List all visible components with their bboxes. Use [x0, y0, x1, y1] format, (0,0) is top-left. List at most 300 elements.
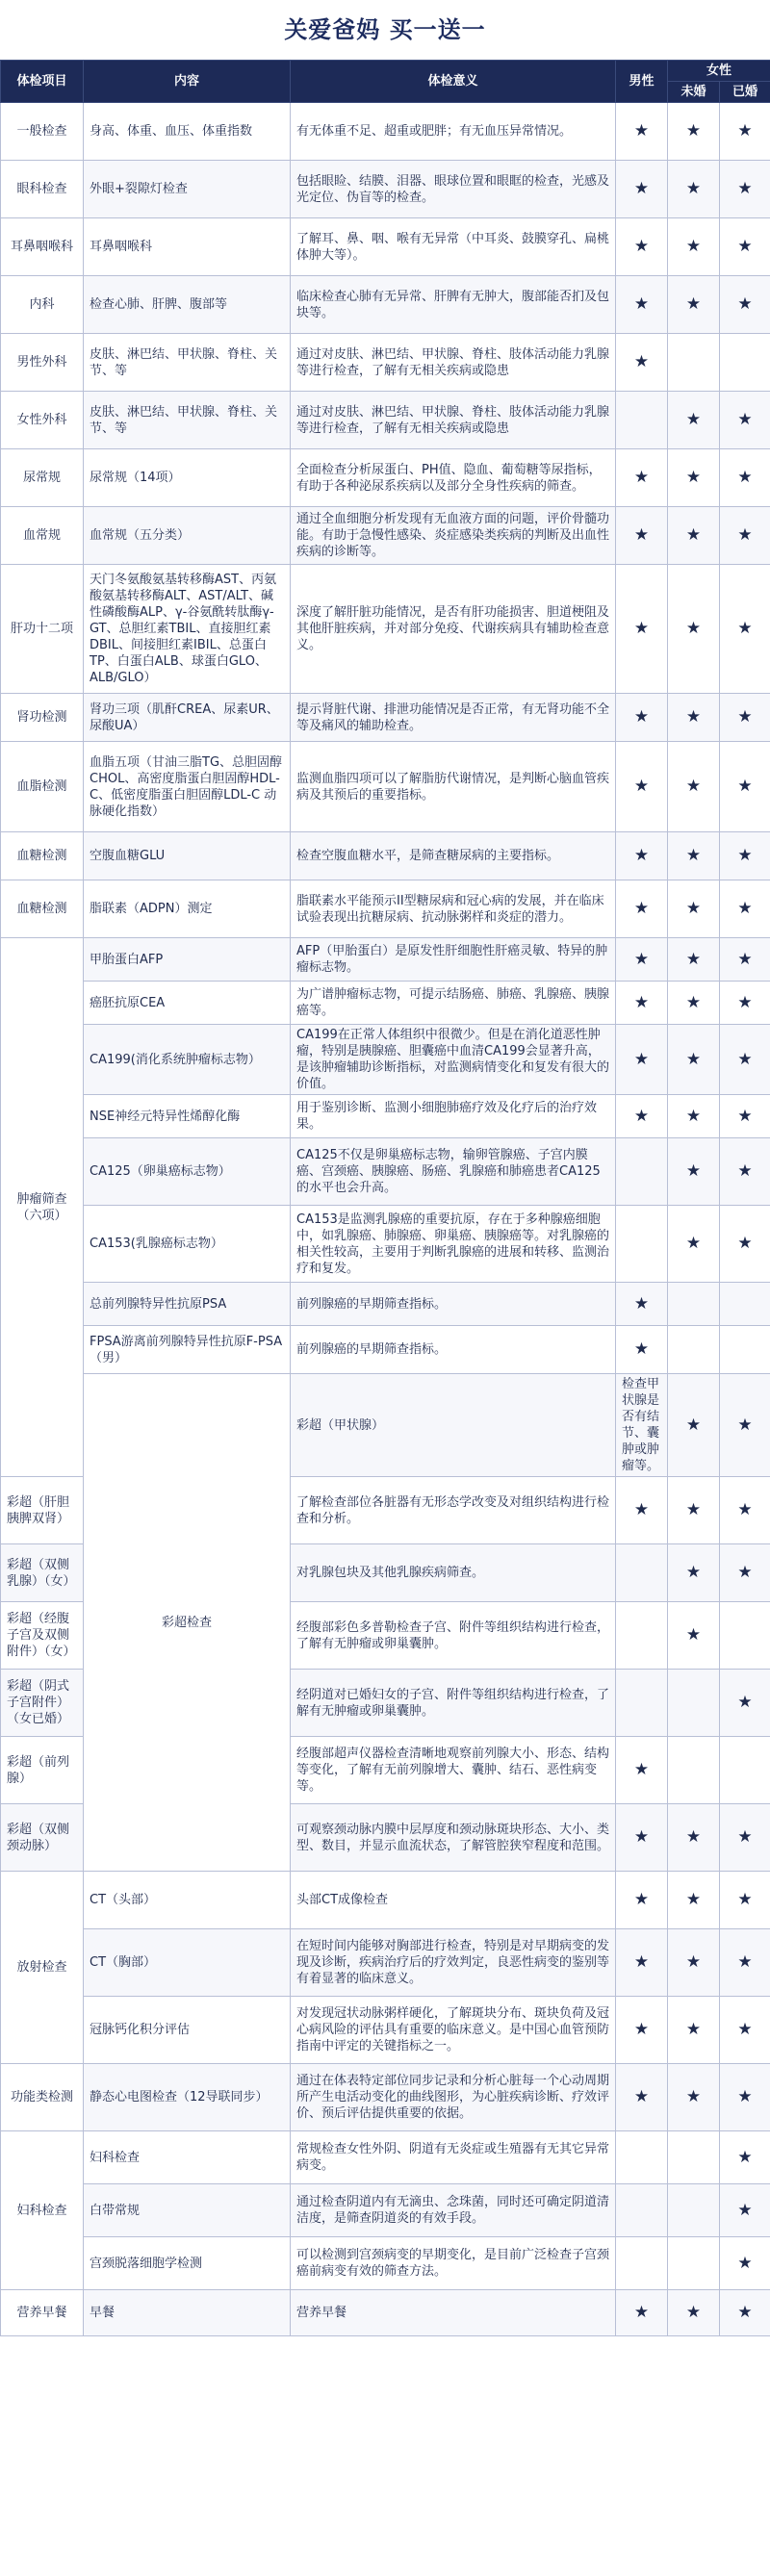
- content-cell: 肾功三项（肌酐CREA、尿素UR、尿酸UA）: [84, 694, 291, 742]
- meaning-cell: 了解耳、鼻、咽、喉有无异常（中耳炎、鼓膜穿孔、扁桃体肿大等）。: [291, 218, 616, 276]
- table-row: [1, 938, 770, 982]
- content-cell: 癌胚抗原CEA: [84, 982, 291, 1025]
- star-icon: ★: [633, 237, 650, 256]
- unmarried-cell: [668, 1872, 720, 1929]
- table-row: [1, 334, 770, 392]
- male-cell: [616, 276, 668, 334]
- married-cell: [720, 449, 770, 507]
- meaning-cell: 监测血脂四项可以了解脂肪代谢情况，是判断心脑血管疾病及其预后的重要指标。: [291, 742, 616, 832]
- meaning-cell: 为广谱肿瘤标志物，可提示结肠癌、肺癌、乳腺癌、胰腺癌等。: [291, 982, 616, 1025]
- unmarried-cell: [668, 1997, 720, 2064]
- unmarried-cell: [668, 1804, 720, 1872]
- content-cell: 尿常规（14项）: [84, 449, 291, 507]
- married-cell: [720, 938, 770, 982]
- unmarried-cell: [668, 2290, 720, 2336]
- star-icon: ★: [737, 1500, 753, 1519]
- married-cell: [720, 334, 770, 392]
- table-row: [1, 1997, 770, 2064]
- star-icon: ★: [737, 179, 753, 198]
- meaning-cell: 常规检查女性外阴、阴道有无炎症或生殖器有无其它异常病变。: [291, 2131, 616, 2184]
- content-cell: 静态心电图检查（12导联同步）: [84, 2064, 291, 2131]
- star-icon: ★: [737, 1952, 753, 1972]
- category-cell: 肿瘤筛查（六项）: [1, 938, 84, 1477]
- content-cell: 彩超（双侧乳腺）（女）: [1, 1544, 84, 1602]
- star-icon: ★: [685, 1952, 702, 1972]
- star-icon: ★: [633, 1890, 650, 1909]
- content-cell: 血脂五项（甘油三脂TG、总胆固醇CHOL、高密度脂蛋白胆固醇HDL-C、低密度脂蛋白胆固醇LDL-C 动脉硬化指数）: [84, 742, 291, 832]
- star-icon: ★: [685, 992, 702, 1012]
- star-icon: ★: [737, 707, 753, 727]
- category-cell: 肝功十二项: [1, 565, 84, 694]
- unmarried-cell: [668, 694, 720, 742]
- content-cell: CA199(消化系统肿瘤标志物）: [84, 1025, 291, 1095]
- unmarried-cell: [668, 1206, 720, 1283]
- meaning-cell: 对发现冠状动脉粥样硬化，了解斑块分布、斑块负荷及冠心病风险的评估具有重要的临床意义。是中国心血管预防指南中评定的关键指标之一。: [291, 1997, 616, 2064]
- table-row: [1, 694, 770, 742]
- married-cell: [720, 218, 770, 276]
- star-icon: ★: [685, 949, 702, 969]
- married-cell: [720, 1544, 770, 1602]
- star-icon: ★: [685, 468, 702, 487]
- male-cell: [616, 507, 668, 565]
- table-row: [1, 392, 770, 449]
- category-cell: 血糖检测: [1, 880, 84, 938]
- category-cell: 尿常规: [1, 449, 84, 507]
- married-cell: [720, 161, 770, 218]
- star-icon: ★: [737, 1890, 753, 1909]
- star-icon: ★: [633, 1293, 650, 1314]
- table-row: [1, 103, 770, 161]
- category-cell: 肾功检测: [1, 694, 84, 742]
- star-icon: ★: [633, 525, 650, 545]
- table-row: [1, 1138, 770, 1206]
- star-icon: ★: [685, 179, 702, 198]
- unmarried-cell: [668, 1095, 720, 1138]
- table-row: [1, 507, 770, 565]
- married-cell: [720, 392, 770, 449]
- unmarried-cell: [668, 1283, 720, 1326]
- male-cell: [616, 1283, 668, 1326]
- star-icon: ★: [685, 1234, 702, 1253]
- table-header: [1, 61, 770, 103]
- male-cell: [616, 218, 668, 276]
- male-cell: [616, 334, 668, 392]
- category-cell: 放射检查: [1, 1872, 84, 2064]
- meaning-cell: 包括眼睑、结膜、泪器、眼球位置和眼眶的检查，光感及光定位、伪盲等的检查。: [291, 161, 616, 218]
- star-icon: ★: [737, 1234, 753, 1253]
- content-cell: 总前列腺特异性抗原PSA: [84, 1283, 291, 1326]
- content-cell: 彩超（阴式子宫附件）（女已婚）: [1, 1670, 84, 1737]
- unmarried-cell: [668, 1929, 720, 1997]
- table-row: [1, 2237, 770, 2290]
- star-icon: ★: [633, 2020, 650, 2039]
- star-icon: ★: [685, 1625, 702, 1645]
- content-cell: 耳鼻咽喉科: [84, 218, 291, 276]
- content-cell: FPSA游离前列腺特异性抗原F-PSA（男）: [84, 1326, 291, 1374]
- content-cell: 甲胎蛋白AFP: [84, 938, 291, 982]
- meaning-cell: 通过对皮肤、淋巴结、甲状腺、脊柱、肢体活动能力乳腺等进行检查，了解有无相关疾病或隐患: [291, 334, 616, 392]
- star-icon: ★: [737, 1049, 753, 1069]
- unmarried-cell: [668, 1477, 720, 1544]
- table-row: [1, 982, 770, 1025]
- star-icon: ★: [685, 619, 702, 638]
- star-icon: ★: [633, 619, 650, 638]
- content-cell: 彩超（前列腺）: [1, 1737, 84, 1804]
- meaning-cell: 经腹部超声仪器检查清晰地观察前列腺大小、形态、结构等变化，了解有无前列腺增大、囊肿、结石、恶性病变等。: [291, 1737, 616, 1804]
- male-cell: [616, 1477, 668, 1544]
- star-icon: ★: [633, 179, 650, 198]
- table-row: [1, 218, 770, 276]
- star-icon: ★: [737, 777, 753, 796]
- married-cell: [720, 1138, 770, 1206]
- table-row: [1, 880, 770, 938]
- married-cell: [720, 103, 770, 161]
- content-cell: 天门冬氨酸氨基转移酶AST、丙氨酸氨基转移酶ALT、AST/ALT、碱性磷酸酶ALP、γ-谷氨酰转肽酶γ-GT、总胆红素TBIL、直接胆红素DBIL、间接胆红素IBIL、总蛋白TP、白蛋白ALB、球蛋白GLO、ALB/GLO）: [84, 565, 291, 694]
- header-unmarried: 未婚: [668, 82, 720, 103]
- married-cell: [720, 1602, 770, 1670]
- married-cell: [720, 276, 770, 334]
- unmarried-cell: [668, 1326, 720, 1374]
- content-cell: NSE神经元特异性烯醇化酶: [84, 1095, 291, 1138]
- content-cell: 宫颈脱落细胞学检测: [84, 2237, 291, 2290]
- unmarried-cell: [668, 1025, 720, 1095]
- meaning-cell: 对乳腺包块及其他乳腺疾病筛查。: [291, 1544, 616, 1602]
- married-cell: [720, 565, 770, 694]
- star-icon: ★: [633, 1760, 650, 1779]
- content-cell: CA153(乳腺癌标志物）: [84, 1206, 291, 1283]
- table-row: [1, 1025, 770, 1095]
- star-icon: ★: [685, 707, 702, 727]
- unmarried-cell: [720, 1374, 770, 1477]
- unmarried-cell: [668, 507, 720, 565]
- unmarried-cell: [668, 276, 720, 334]
- unmarried-cell: [668, 392, 720, 449]
- male-cell: [616, 2131, 668, 2184]
- star-icon: ★: [737, 619, 753, 638]
- category-cell: 一般检查: [1, 103, 84, 161]
- meaning-cell: 检查空腹血糖水平，是筛查糖尿病的主要指标。: [291, 832, 616, 880]
- content-cell: CA125（卵巢癌标志物）: [84, 1138, 291, 1206]
- male-cell: [616, 565, 668, 694]
- star-icon: ★: [685, 1827, 702, 1847]
- unmarried-cell: [668, 2064, 720, 2131]
- star-icon: ★: [737, 1415, 753, 1435]
- star-icon: ★: [633, 846, 650, 865]
- star-icon: ★: [685, 1161, 702, 1181]
- star-icon: ★: [685, 1415, 702, 1435]
- male-cell: [668, 1374, 720, 1477]
- header-female: 女性: [668, 61, 770, 82]
- star-icon: ★: [685, 410, 702, 429]
- meaning-cell: 可以检测到宫颈病变的早期变化，是目前广泛检查子宫颈癌前病变有效的筛查方法。: [291, 2237, 616, 2290]
- married-cell: [720, 1206, 770, 1283]
- married-cell: [720, 694, 770, 742]
- content-cell: 彩超（肝胆胰脾双肾）: [1, 1477, 84, 1544]
- male-cell: [616, 2290, 668, 2336]
- meaning-cell: 营养早餐: [291, 2290, 616, 2336]
- male-cell: [616, 742, 668, 832]
- unmarried-cell: [668, 449, 720, 507]
- header-content: 内容: [84, 61, 291, 103]
- star-icon: ★: [633, 121, 650, 140]
- male-cell: [616, 1025, 668, 1095]
- table-row: [1, 565, 770, 694]
- married-cell: [720, 1477, 770, 1544]
- married-cell: [720, 832, 770, 880]
- star-icon: ★: [737, 2147, 753, 2167]
- content-cell: 白带常规: [84, 2184, 291, 2237]
- star-icon: ★: [737, 2253, 753, 2273]
- star-icon: ★: [685, 1500, 702, 1519]
- star-icon: ★: [633, 1049, 650, 1069]
- category-cell: 男性外科: [1, 334, 84, 392]
- table-row: [1, 832, 770, 880]
- married-cell: [720, 982, 770, 1025]
- star-icon: ★: [685, 899, 702, 918]
- star-icon: ★: [685, 2087, 702, 2106]
- star-icon: ★: [737, 846, 753, 865]
- male-cell: [616, 938, 668, 982]
- header-married: 已婚: [720, 82, 770, 103]
- star-icon: ★: [737, 1827, 753, 1847]
- star-icon: ★: [737, 294, 753, 314]
- married-cell: [720, 2131, 770, 2184]
- table-row: [1, 1206, 770, 1283]
- meaning-cell: CA125不仅是卵巢癌标志物，输卵管腺癌、子宫内膜癌、宫颈癌、胰腺癌、肠癌、乳腺癌和肺癌患者CA125的水平也会升高。: [291, 1138, 616, 1206]
- star-icon: ★: [685, 2020, 702, 2039]
- star-icon: ★: [737, 121, 753, 140]
- star-icon: ★: [737, 1161, 753, 1181]
- meaning-cell: 头部CT成像检查: [291, 1872, 616, 1929]
- category-cell: 耳鼻咽喉科: [1, 218, 84, 276]
- meaning-cell: 前列腺癌的早期筛查指标。: [291, 1326, 616, 1374]
- married-cell: [720, 1095, 770, 1138]
- table-row: [1, 742, 770, 832]
- star-icon: ★: [685, 1106, 702, 1126]
- star-icon: ★: [633, 949, 650, 969]
- star-icon: ★: [633, 707, 650, 727]
- content-cell: 空腹血糖GLU: [84, 832, 291, 880]
- table-row: [1, 1929, 770, 1997]
- star-icon: ★: [737, 237, 753, 256]
- married-cell: [720, 1804, 770, 1872]
- header-category: 体检项目: [1, 61, 84, 103]
- male-cell: [616, 1326, 668, 1374]
- star-icon: ★: [685, 237, 702, 256]
- married-cell: [720, 1670, 770, 1737]
- star-icon: ★: [737, 2020, 753, 2039]
- star-icon: ★: [737, 949, 753, 969]
- meaning-cell: 经阴道对已婚妇女的子宫、附件等组织结构进行检查，了解有无肿瘤或卵巢囊肿。: [291, 1670, 616, 1737]
- male-cell: [616, 982, 668, 1025]
- star-icon: ★: [633, 2303, 650, 2322]
- star-icon: ★: [737, 2087, 753, 2106]
- star-icon: ★: [737, 1563, 753, 1582]
- meaning-cell: CA199在正常人体组织中很微少。但是在消化道恶性肿瘤，特别是胰腺癌、胆囊癌中血清CA199会显著升高，是该肿瘤辅助诊断指标，对监测病情变化和复发有很大的价值。: [291, 1025, 616, 1095]
- table-row: [1, 2131, 770, 2184]
- star-icon: ★: [685, 1563, 702, 1582]
- meaning-cell: 可观察颈动脉内膜中层厚度和颈动脉斑块形态、大小、类型、数目，并显示血流状态，了解管腔狭窄程度和范围。: [291, 1804, 616, 1872]
- married-cell: [720, 2237, 770, 2290]
- meaning-cell: CA153是监测乳腺癌的重要抗原，存在于多种腺癌细胞中，如乳腺癌、肺腺癌、卵巢癌、胰腺癌等。对乳腺癌的相关性较高，主要用于判断乳腺癌的进展和转移、监测治疗和复发。: [291, 1206, 616, 1283]
- star-icon: ★: [633, 1339, 650, 1359]
- content-cell: 冠脉钙化积分评估: [84, 1997, 291, 2064]
- unmarried-cell: [668, 565, 720, 694]
- star-icon: ★: [737, 410, 753, 429]
- header-male: 男性: [616, 61, 668, 103]
- checkup-table: [0, 60, 770, 2336]
- star-icon: ★: [633, 1827, 650, 1847]
- married-cell: [720, 1737, 770, 1804]
- page-title: 关爱爸妈 买一送一: [284, 16, 486, 43]
- meaning-cell: 经腹部彩色多普勒检查子宫、附件等组织结构进行检查，了解有无肿瘤或卵巢囊肿。: [291, 1602, 616, 1670]
- meaning-cell: 检查甲状腺是否有结节、囊肿或肿瘤等。: [616, 1374, 668, 1477]
- male-cell: [616, 1206, 668, 1283]
- male-cell: [616, 2184, 668, 2237]
- content-cell: 检查心肺、肝脾、腹部等: [84, 276, 291, 334]
- table-row: [1, 2184, 770, 2237]
- content-cell: 外眼+裂隙灯检查: [84, 161, 291, 218]
- star-icon: ★: [737, 2303, 753, 2322]
- male-cell: [616, 161, 668, 218]
- star-icon: ★: [737, 1106, 753, 1126]
- married-cell: [720, 1326, 770, 1374]
- content-cell: 彩超（双侧颈动脉）: [1, 1804, 84, 1872]
- unmarried-cell: [668, 161, 720, 218]
- content-cell: 妇科检查: [84, 2131, 291, 2184]
- star-icon: ★: [685, 525, 702, 545]
- male-cell: [616, 1997, 668, 2064]
- unmarried-cell: [668, 1544, 720, 1602]
- meaning-cell: 在短时间内能够对胸部进行检查，特别是对早期病变的发现及诊断，疾病治疗后的疗效判定，良恶性病变的鉴别等有着显著的临床意义。: [291, 1929, 616, 1997]
- unmarried-cell: [668, 880, 720, 938]
- meaning-cell: 全面检查分析尿蛋白、PH值、隐血、葡萄糖等尿指标，有助于各种泌尿系疾病以及部分全身性疾病的筛查。: [291, 449, 616, 507]
- table-body: [1, 103, 770, 2336]
- category-cell: 妇科检查: [1, 2131, 84, 2290]
- meaning-cell: 深度了解肝脏功能情况，是否有肝功能损害、胆道梗阻及其他肝脏疾病，并对部分免疫、代谢疾病具有辅助检查意义。: [291, 565, 616, 694]
- content-cell: 血常规（五分类）: [84, 507, 291, 565]
- meaning-cell: 临床检查心肺有无异常、肝脾有无肿大，腹部能否扪及包块等。: [291, 276, 616, 334]
- male-cell: [616, 2064, 668, 2131]
- table-row: [1, 276, 770, 334]
- star-icon: ★: [737, 899, 753, 918]
- meaning-cell: 用于鉴别诊断、监测小细胞肺癌疗效及化疗后的治疗效果。: [291, 1095, 616, 1138]
- star-icon: ★: [633, 1500, 650, 1519]
- star-icon: ★: [685, 777, 702, 796]
- unmarried-cell: [668, 2184, 720, 2237]
- male-cell: [616, 449, 668, 507]
- content-cell: 皮肤、淋巴结、甲状腺、脊柱、关节、等: [84, 334, 291, 392]
- male-cell: [616, 694, 668, 742]
- content-cell: 早餐: [84, 2290, 291, 2336]
- star-icon: ★: [633, 777, 650, 796]
- male-cell: [616, 1602, 668, 1670]
- male-cell: [616, 1804, 668, 1872]
- male-cell: [616, 1138, 668, 1206]
- unmarried-cell: [668, 938, 720, 982]
- male-cell: [616, 392, 668, 449]
- star-icon: ★: [737, 992, 753, 1012]
- unmarried-cell: [668, 218, 720, 276]
- married-cell: [720, 880, 770, 938]
- table-row: [1, 1095, 770, 1138]
- meaning-cell: AFP（甲胎蛋白）是原发性肝细胞性肝癌灵敏、特异的肿瘤标志物。: [291, 938, 616, 982]
- table-row: [1, 1283, 770, 1326]
- category-cell: 血常规: [1, 507, 84, 565]
- category-cell: 血糖检测: [1, 832, 84, 880]
- category-cell: 内科: [1, 276, 84, 334]
- meaning-cell: 了解检查部位各脏器有无形态学改变及对组织结构进行检查和分析。: [291, 1477, 616, 1544]
- male-cell: [616, 1544, 668, 1602]
- star-icon: ★: [633, 2087, 650, 2106]
- meaning-cell: 通过在体表特定部位同步记录和分析心脏每一个心动周期所产生电活动变化的曲线图形，为心脏疾病诊断、疗效评价、预后评估提供重要的依据。: [291, 2064, 616, 2131]
- unmarried-cell: [668, 1737, 720, 1804]
- meaning-cell: 通过全血细胞分析发现有无血液方面的问题，评价骨髓功能。有助于急慢性感染、炎症感染类疾病的判断及出血性疾病的诊断等。: [291, 507, 616, 565]
- content-cell: 身高、体重、血压、体重指数: [84, 103, 291, 161]
- male-cell: [616, 832, 668, 880]
- star-icon: ★: [633, 1106, 650, 1126]
- star-icon: ★: [633, 1952, 650, 1972]
- category-cell: 血脂检测: [1, 742, 84, 832]
- unmarried-cell: [668, 334, 720, 392]
- star-icon: ★: [685, 121, 702, 140]
- meaning-cell: 通过对皮肤、淋巴结、甲状腺、脊柱、肢体活动能力乳腺等进行检查，了解有无相关疾病或隐患: [291, 392, 616, 449]
- married-cell: [720, 2290, 770, 2336]
- married-cell: [720, 1283, 770, 1326]
- table-row: [1, 2064, 770, 2131]
- male-cell: [616, 1670, 668, 1737]
- category-cell: 功能类检测: [1, 2064, 84, 2131]
- married-cell: [720, 507, 770, 565]
- table-row: [1, 2290, 770, 2336]
- unmarried-cell: [668, 742, 720, 832]
- male-cell: [616, 1929, 668, 1997]
- unmarried-cell: [668, 982, 720, 1025]
- unmarried-cell: [668, 832, 720, 880]
- married-cell: [720, 1025, 770, 1095]
- unmarried-cell: [668, 1602, 720, 1670]
- meaning-cell: 有无体重不足、超重或肥胖；有无血压异常情况。: [291, 103, 616, 161]
- star-icon: ★: [685, 294, 702, 314]
- male-cell: [616, 2237, 668, 2290]
- star-icon: ★: [685, 2303, 702, 2322]
- content-cell: 彩超（经腹子宫及双侧附件）（女）: [1, 1602, 84, 1670]
- star-icon: ★: [737, 2200, 753, 2220]
- table-row: [1, 1326, 770, 1374]
- star-icon: ★: [685, 1890, 702, 1909]
- category-cell: 女性外科: [1, 392, 84, 449]
- male-cell: [616, 103, 668, 161]
- table-row: [1, 161, 770, 218]
- content-cell: CT（胸部）: [84, 1929, 291, 1997]
- star-icon: ★: [633, 294, 650, 314]
- star-icon: ★: [633, 468, 650, 487]
- star-icon: ★: [737, 1693, 753, 1712]
- male-cell: [616, 1872, 668, 1929]
- star-icon: ★: [633, 352, 650, 371]
- content-cell: CT（头部）: [84, 1872, 291, 1929]
- meaning-cell: 脂联素水平能预示II型糖尿病和冠心病的发展，并在临床试验表现出抗糖尿病、抗动脉粥样和炎症的潜力。: [291, 880, 616, 938]
- unmarried-cell: [668, 2237, 720, 2290]
- male-cell: [616, 880, 668, 938]
- category-cell: 彩超检查: [84, 1374, 291, 1872]
- unmarried-cell: [668, 1670, 720, 1737]
- category-cell: 营养早餐: [1, 2290, 84, 2336]
- unmarried-cell: [668, 103, 720, 161]
- unmarried-cell: [668, 1138, 720, 1206]
- married-cell: [720, 1872, 770, 1929]
- star-icon: ★: [633, 992, 650, 1012]
